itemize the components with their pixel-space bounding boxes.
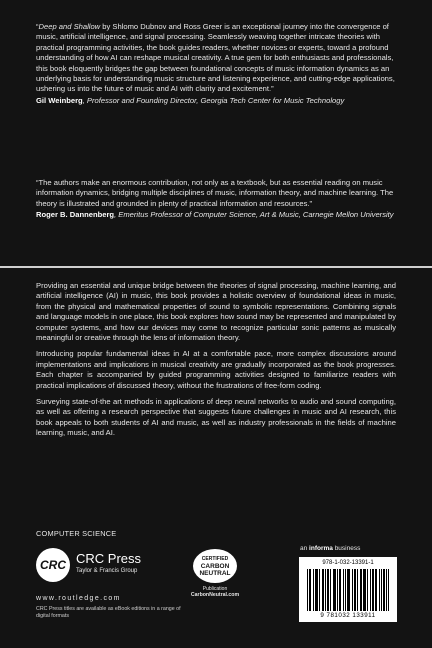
barcode-bar	[375, 569, 376, 611]
barcode-bar	[373, 569, 374, 611]
barcode-bar	[384, 569, 385, 611]
quote-2-attribution	[36, 210, 396, 220]
description-paragraph-3: Surveying state-of-the art methods in applications of deep neural networks to audio and sound computing, as well as offering a research perspective that suggests future challenges in music and AI research, this book appeals to both students of AI and music, as well as industry professionals in the fields of machine learning, music, and AI.	[36, 397, 396, 438]
barcode-bar	[386, 569, 387, 611]
informa-brand: informa	[309, 545, 333, 552]
quote-1-affiliation: , Professor and Founding Director, Georgia Tech Center for Music Technology	[82, 95, 345, 105]
section-divider	[0, 266, 432, 268]
barcode-bar	[388, 569, 389, 611]
barcode-bar	[319, 569, 320, 611]
barcode-bar	[355, 569, 356, 611]
barcode-bar	[315, 569, 316, 611]
barcode-bar	[323, 569, 324, 611]
barcode-bar	[335, 569, 336, 611]
barcode-bar	[339, 569, 340, 611]
crc-press-logo	[36, 548, 156, 588]
quote-1-body: by Shlomo Dubnov and Ross Greer is an exceptional journey into the convergence of music, artificial intelligence, and signal processing. Seamlessly weaving together intricate theories with practical programming activities, the book guides readers, whether novices or experts, toward a profound understanding of how AI can reshape musical creativity. A true gem for both enthusiasts and professionals, this book eloquently bridges the gap between foundational concepts of music information dynamics as an underlying basis for understanding music structure and listening experience, and cutting-edge applications, ushering us into the future of music and AI with clarity and excitement.”	[36, 22, 395, 94]
barcode-bar	[383, 569, 384, 611]
cn-url: CarbonNeutral.com	[190, 592, 240, 598]
carbon-neutral-badge-icon	[193, 549, 237, 583]
quote-1-author: Gil Weinberg	[36, 95, 83, 105]
barcode-bar	[334, 569, 335, 611]
barcode-bar	[330, 569, 331, 611]
barcode-bar	[337, 569, 338, 611]
barcode-bar	[364, 569, 365, 611]
ean-number: 9 781032 133911	[320, 612, 376, 619]
barcode-bar	[343, 569, 344, 611]
barcode-bar	[309, 569, 310, 611]
endorsement-quote-1	[36, 22, 396, 106]
ebook-note: CRC Press titles are available as eBook editions in a range of digital formats	[36, 606, 181, 619]
crc-logo-icon: CRC	[36, 548, 70, 582]
barcode-bar	[313, 569, 314, 611]
barcode-bar	[310, 569, 311, 611]
quote-2-author: Roger B. Dannenberg	[36, 210, 115, 220]
publisher-group: Taylor & Francis Group	[76, 568, 138, 574]
barcode-bar	[348, 569, 349, 611]
barcode-bar	[367, 569, 368, 611]
barcode-bar	[372, 569, 373, 611]
publisher-name: CRC Press	[76, 551, 142, 566]
barcode-bar	[354, 569, 355, 611]
barcode-bar	[316, 569, 317, 611]
barcode-bar	[381, 569, 382, 611]
barcode-bar	[325, 569, 326, 611]
barcode-bar	[307, 569, 308, 611]
endorsement-quote-2	[36, 178, 396, 220]
barcode-icon	[307, 569, 389, 611]
barcode-bar	[333, 569, 334, 611]
barcode-bar	[345, 569, 346, 611]
cn-publication: Publication	[202, 586, 228, 592]
barcode-bar	[365, 569, 366, 611]
book-description	[36, 281, 396, 445]
quote-2-affiliation: , Emeritus Professor of Computer Science, Art & Music, Carnegie Mellon University	[114, 210, 394, 220]
publisher-website: www.routledge.com	[36, 595, 121, 602]
description-paragraph-1: Providing an essential and unique bridge between the theories of signal processing, machine learning, and artificial intelligence (AI) in music, this book provides a holistic overview of foundational ideas in music, from the physical and mathematical properties of sound to symbolic representations. Combining signals and language models in one place, this book explores how sound may be represented and manipulated by computer systems, and how our devices may come to recognize particular sonic patterns as musically meaningful or creative through the lens of information theory.	[36, 281, 396, 343]
subject-category: COMPUTER SCIENCE	[36, 529, 117, 538]
barcode-bar	[376, 569, 377, 611]
informa-prefix: an	[300, 545, 310, 552]
barcode-bar	[322, 569, 323, 611]
isbn-number: 978-1-032-13391-1	[322, 560, 374, 566]
book-title: Deep and Shallow	[38, 22, 101, 31]
barcode-bar	[349, 569, 350, 611]
barcode-bar	[352, 569, 353, 611]
cn-certified: CERTIFIED	[201, 555, 229, 562]
description-paragraph-2: Introducing popular fundamental ideas in AI at a comfortable pace, more complex discussions around implementations and implications in musical creativity are gradually incorporated as the book progresses. Each chapter is accompanied by guided programming activities designed to familiarize readers with practical implications of discussed theory, without the frustrations of free-form coding.	[36, 349, 396, 390]
cn-carbon: CARBON	[200, 562, 230, 570]
barcode-bar	[327, 569, 328, 611]
quote-1-attribution	[36, 96, 396, 106]
cn-neutral: NEUTRAL	[199, 569, 231, 577]
quote-1-text	[36, 22, 396, 95]
barcode-bar	[347, 569, 348, 611]
carbon-neutral-logo	[170, 549, 260, 609]
barcode-bar	[370, 569, 371, 611]
barcode-bar	[357, 569, 358, 611]
barcode-bar	[361, 569, 362, 611]
barcode-bar	[340, 569, 341, 611]
barcode-bar	[379, 569, 380, 611]
barcode-bar	[317, 569, 318, 611]
quote-open-mark: “	[36, 22, 39, 31]
informa-business	[300, 545, 360, 552]
barcode-bar	[328, 569, 329, 611]
barcode-bar	[360, 569, 361, 611]
informa-suffix: business	[332, 545, 361, 552]
barcode-bar	[363, 569, 364, 611]
quote-2-text: “The authors make an enormous contribution, not only as a textbook, but as essential reading on music information dynamics, bridging multiple disciplines of music, information theory, and machine learning. The theory is illustrated and grounded in plenty of practical information and resources.”	[36, 178, 394, 208]
isbn-barcode	[299, 557, 397, 622]
